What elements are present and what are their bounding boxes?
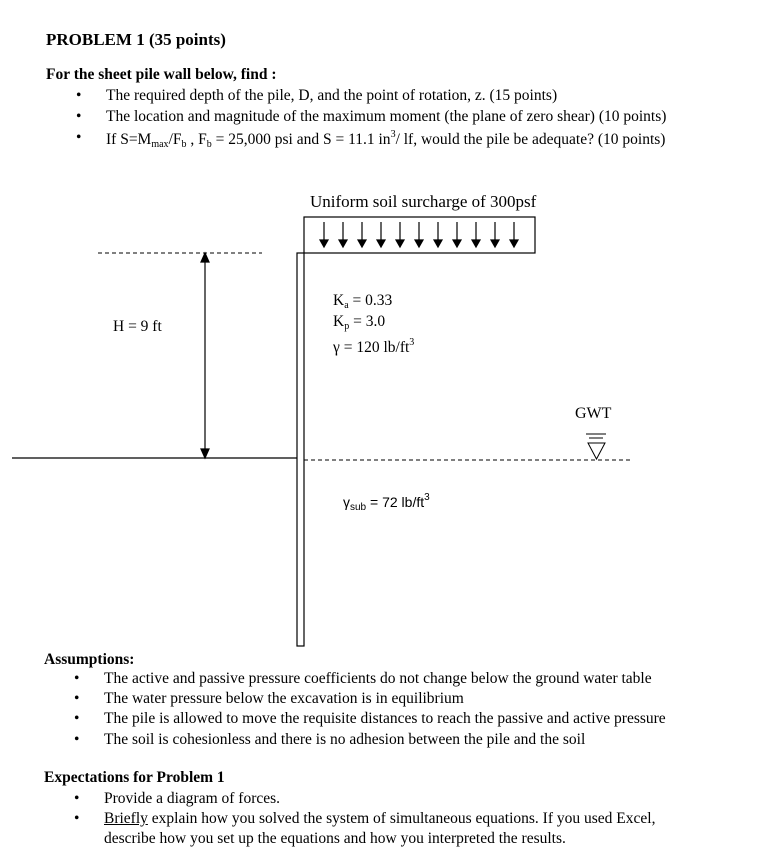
task-3: If $S=M_{max}/F_b$ , $F_b = 25,000$ psi and S = 11.1 $in^3/$ lf, would the pile be adequate? (10 points) bbox=[106, 129, 666, 150]
kp-label: $K_p = 3.0$ bbox=[333, 313, 386, 332]
expectations-heading: Expectations for Problem 1 bbox=[44, 769, 225, 786]
bullet-icon: • bbox=[74, 670, 80, 687]
bullet-icon: • bbox=[74, 710, 80, 727]
height-dimension-arrow bbox=[201, 253, 209, 458]
assumption-4: The soil is cohesionless and there is no adhesion between the pile and the soil bbox=[104, 731, 586, 748]
height-label: H = 9 ft bbox=[113, 318, 162, 335]
problem-intro: For the sheet pile wall below, find : bbox=[46, 66, 277, 83]
gwt-triangle-icon bbox=[586, 434, 606, 459]
sheet-pile bbox=[297, 253, 304, 646]
surcharge-arrows bbox=[320, 222, 518, 247]
ka-label: $K_a = 0.33$ bbox=[333, 292, 393, 311]
bullet-icon: • bbox=[76, 108, 82, 125]
task-2: The location and magnitude of the maximum moment (the plane of zero shear) (10 points) bbox=[106, 108, 667, 125]
bullet-icon: • bbox=[74, 810, 80, 827]
problem-title: PROBLEM 1 (35 points) bbox=[46, 30, 226, 49]
gamma-sub-label: $\gamma_{sub} = 72$ $lb/ft^3$ bbox=[343, 492, 430, 513]
bullet-icon: • bbox=[76, 87, 82, 104]
expectation-1: Provide a diagram of forces. bbox=[104, 790, 281, 807]
bullet-icon: • bbox=[76, 129, 82, 146]
assumptions-heading: Assumptions: bbox=[44, 651, 135, 668]
bullet-icon: • bbox=[74, 690, 80, 707]
assumption-3: The pile is allowed to move the requisite distances to reach the passive and active pressure bbox=[104, 710, 666, 727]
assumption-1: The active and passive pressure coefficients do not change below the ground water table bbox=[104, 670, 652, 687]
assumption-2: The water pressure below the excavation is in equilibrium bbox=[104, 690, 464, 707]
bullet-icon: • bbox=[74, 790, 80, 807]
gamma-label: γ = 120 $lb/ft^3$ bbox=[333, 337, 415, 356]
expectation-2-line2: describe how you set up the equations and how you interpreted the results. bbox=[104, 830, 566, 847]
gwt-label: GWT bbox=[575, 405, 612, 422]
surcharge-label: Uniform soil surcharge of 300psf bbox=[310, 192, 537, 211]
bullet-icon: • bbox=[74, 731, 80, 748]
expectation-2: Briefly explain how you solved the system of simultaneous equations. If you used Excel, bbox=[104, 810, 656, 827]
task-1: The required depth of the pile, D, and the point of rotation, z. (15 points) bbox=[106, 87, 558, 104]
